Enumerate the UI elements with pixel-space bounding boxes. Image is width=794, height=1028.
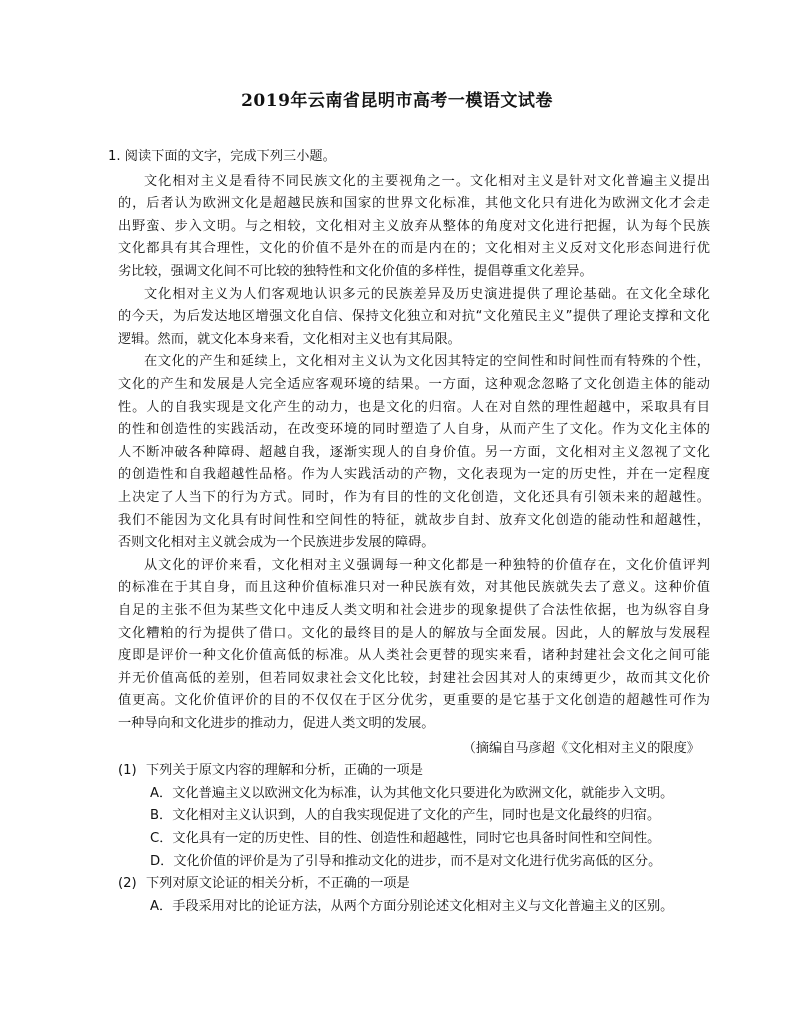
passage-line: 的创造性和自我超越性品格。作为人实践活动的产物，文化表现为一定的历史性，并在一定程度 [118, 467, 710, 483]
passage-line: 文化相对主义是看待不同民族文化的主要视角之一。文化相对主义是针对文化普遍主义提出 [144, 173, 710, 189]
passage-line: 我们不能因为文化具有时间性和空间性的特征，就故步自封、放弃文化创造的能动性和超越性， [118, 512, 710, 528]
passage-line: 人不断冲破各种障碍、超越自我，逐渐实现人的自身价值。另一方面，文化相对主义忽视了文化 [118, 444, 710, 460]
passage-line: 出野蛮、步入文明。与之相较，文化相对主义放弃从整体的角度对文化进行把握，认为每个民族 [118, 218, 710, 234]
passage-line: 文化都具有其合理性，文化的价值不是外在的而是内在的；文化相对主义反对文化形态间进行优 [118, 241, 710, 257]
sub-question-stem: 下列对原文论证的相关分析，不正确的一项是 [146, 876, 410, 892]
answer-option: C．文化具有一定的历史性、目的性、创造性和超越性，同时它也具备时间性和空间性。 [150, 831, 661, 846]
passage-line: 并无价值高低的差别，但若同奴隶社会文化比较，封建社会因其对人的束缚更少，故而其文化价 [118, 670, 710, 686]
source-citation: （摘编自马彦超《文化相对主义的限度》 [462, 740, 700, 756]
passage-line: 劣比较，强调文化间不可比较的独特性和文化价值的多样性，提倡尊重文化差异。 [118, 264, 593, 279]
sub-question [118, 875, 410, 893]
page-title: 2019年云南省昆明市高考一模语文试卷 [241, 91, 553, 111]
sub-question-stem: 下列关于原文内容的理解和分析，正确的一项是 [146, 763, 423, 779]
passage-line: 上决定了人当下的行为方式。同时，作为有目的性的文化创造，文化还具有引领未来的超越性。 [118, 490, 710, 505]
passage-line: 一种导向和文化进步的推动力，促进人类文明的发展。 [118, 716, 435, 731]
passage-line: 文化相对主义为人们客观地认识多元的民族差异及历史演进提供了理论基础。在文化全球化 [144, 286, 710, 302]
passage-line: 值更高。文化价值评价的目的不仅仅在于区分优劣，更重要的是它基于文化创造的超越性可作为 [118, 693, 710, 709]
passage-line: 在文化的产生和延续上，文化相对主义认为文化因其特定的空间性和时间性而有特殊的个性， [144, 354, 710, 370]
passage-line: 否则文化相对主义就会成为一个民族进步发展的障碍。 [118, 535, 435, 551]
sub-question-number: (1) [118, 763, 137, 779]
passage-line: 文化的产生和发展是人完全适应客观环境的结果。一方面，这种观念忽略了文化创造主体的能动 [118, 377, 710, 392]
answer-option: A．手段采用对比的论证方法，从两个方面分别论述文化相对主义与文化普遍主义的区别。 [150, 898, 674, 914]
passage-line: 的标准在于其自身，而且这种价值标准只对一种民族有效，对其他民族就失去了意义。这种价值 [118, 580, 710, 596]
passage-line: 的性和创造性的实践活动，在改变环境的同时塑造了人自身，从而产生了文化。作为文化主体的 [118, 422, 710, 438]
sub-question [118, 762, 423, 780]
passage-line: 自足的主张不但为某些文化中违反人类文明和社会进步的现象提供了合法性依据，也为纵容自身 [118, 603, 710, 618]
passage-line: 从文化的评价来看，文化相对主义强调每一种文化都是一种独特的价值存在，文化价值评判 [144, 557, 710, 573]
answer-option: A．文化普遍主义以欧洲文化为标准，认为其他文化只要进化为欧洲文化，就能步入文明。 [150, 785, 674, 801]
passage-line: 度即是评价一种文化价值高低的标准。从人类社会更替的现实来看，诸种封建社会文化之间可能 [118, 648, 710, 664]
sub-question-number: (2) [118, 876, 137, 892]
question-intro: 1. 阅读下面的文字，完成下列三小题。 [108, 149, 336, 164]
answer-option: D．文化价值的评价是为了引导和推动文化的进步，而不是对文化进行优劣高低的区分。 [150, 853, 662, 869]
passage-line: 的今天，为后发达地区增强文化自信、保持文化独立和对抗“文化殖民主义”提供了理论支撑和文化 [118, 309, 710, 325]
passage-line: 性。人的自我实现是文化产生的动力，也是文化的归宿。人在对自然的理性超越中，采取具有目 [118, 399, 710, 415]
passage-line: 文化糟粕的行为提供了借口。文化的最终目的是人的解放与全面发展。因此，人的解放与发展程 [118, 625, 710, 641]
passage-line: 的，后者认为欧洲文化是超越民族和国家的世界文化标准，其他文化只有进化为欧洲文化才会走 [118, 196, 710, 212]
passage-line: 逻辑。然而，就文化本身来看，文化相对主义也有其局限。 [118, 331, 461, 347]
answer-option: B．文化相对主义认识到，人的自我实现促进了文化的产生，同时也是文化最终的归宿。 [150, 808, 661, 824]
